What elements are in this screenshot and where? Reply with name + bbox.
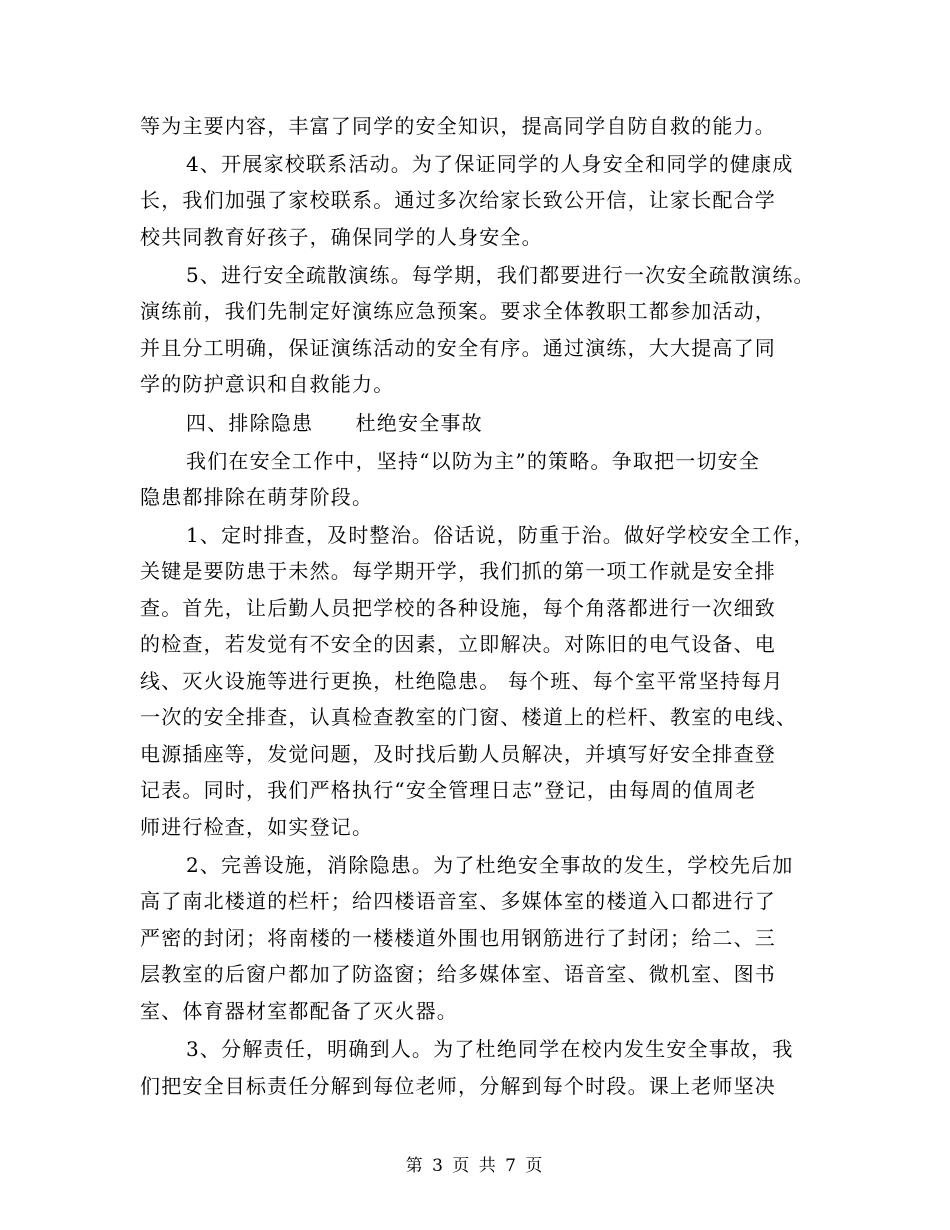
text-line: 高了南北楼道的栏杆；给四楼语音室、多媒体室的楼道入口都进行了 [140, 889, 776, 913]
text-line: 关键是要防患于未然。每学期开学，我们抓的第一项工作就是安全排 [140, 559, 776, 583]
text-line: 严密的封闭；将南楼的一楼楼道外围也用钢筋进行了封闭；给二、三 [140, 926, 776, 950]
text-line: 1、定时排查，及时整治。俗话说，防重于治。做好学校安全工作， [186, 523, 815, 547]
text-line: 并且分工明确，保证演练活动的安全有序。通过演练，大大提高了同 [140, 336, 776, 360]
text-line: 室、体育器材室都配备了灭火器。 [140, 999, 458, 1023]
text-line: 层教室的后窗户都加了防盗窗；给多媒体室、语音室、微机室、图书 [140, 962, 776, 986]
text-line: 等为主要内容，丰富了同学的安全知识，提高同学自防自救的能力。 [140, 114, 776, 138]
text-line: 查。首先，让后勤人员把学校的各种设施，每个角落都进行一次细致 [140, 596, 776, 620]
text-line: 师进行检查，如实登记。 [140, 815, 374, 839]
text-line: 们把安全目标责任分解到每位老师，分解到每个时段。课上老师坚决 [140, 1074, 776, 1098]
text-line: 学的防护意识和自救能力。 [140, 372, 395, 396]
section-heading: 四、排除隐患 杜绝安全事故 [186, 411, 483, 435]
text-line: 5、进行安全疏散演练。每学期，我们都要进行一次安全疏散演练。 [186, 263, 815, 287]
text-line: 记表。同时，我们严格执行“安全管理日志”登记，由每周的值周老 [140, 778, 757, 802]
text-line: 校共同教育好孩子，确保同学的人身安全。 [140, 225, 543, 249]
text-line: 2、完善设施，消除隐患。为了杜绝安全事故的发生，学校先后加 [186, 853, 794, 877]
text-line: 演练前，我们先制定好演练应急预案。要求全体教职工都参加活动， [140, 299, 776, 323]
text-line: 电源插座等，发觉问题，及时找后勤人员解决，并填写好安全排查登 [140, 742, 776, 766]
text-line: 我们在安全工作中，坚持“以防为主”的策略。争取把一切安全 [186, 449, 761, 473]
text-line: 隐患都排除在萌芽阶段。 [140, 485, 374, 509]
text-line: 一次的安全排查，认真检查教室的门窗、楼道上的栏杆、教室的电线、 [140, 705, 798, 729]
page-number-footer: 第 3 页 共 7 页 [405, 1156, 545, 1176]
text-line: 线、灭火设施等进行更换，杜绝隐患。 每个班、每个室平常坚持每月 [140, 669, 784, 693]
text-line: 4、开展家校联系活动。为了保证同学的人身安全和同学的健康成 [186, 152, 794, 176]
text-line: 长，我们加强了家校联系。通过多次给家长致公开信，让家长配合学 [140, 188, 776, 212]
text-line: 的检查，若发觉有不安全的因素，立即解决。对陈旧的电气设备、电 [140, 632, 776, 656]
text-line: 3、分解责任，明确到人。为了杜绝同学在校内发生安全事故，我 [186, 1037, 794, 1061]
